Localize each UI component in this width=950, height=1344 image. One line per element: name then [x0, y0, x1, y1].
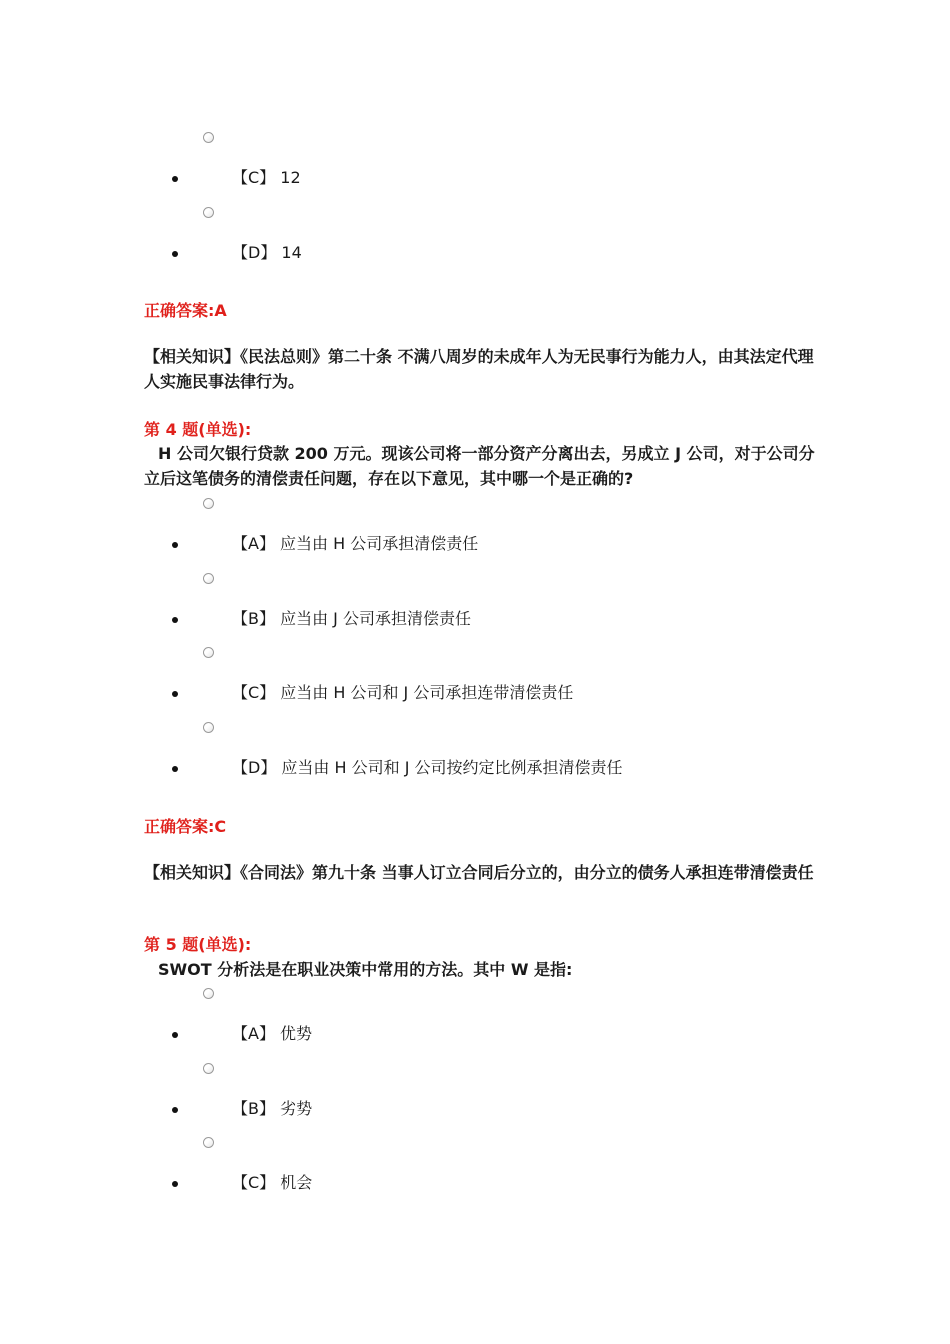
option-b-radio[interactable]	[203, 573, 214, 584]
related-knowledge: 【相关知识】《民法总则》第二十条 不满八周岁的未成年人为无民事行为能力人，由其法定代理人实施民事法律行为。	[144, 347, 814, 391]
bullet-icon	[172, 1107, 178, 1113]
option-a-radio[interactable]	[203, 498, 214, 509]
option-c-radio[interactable]	[203, 132, 214, 143]
bullet-icon	[172, 542, 178, 548]
option-c-radio[interactable]	[203, 1137, 214, 1148]
bullet-icon	[172, 691, 178, 697]
correct-answer: 正确答案:A	[144, 301, 227, 320]
option-c-label: 【C】 12	[232, 168, 301, 187]
question-4-heading: 第 4 题(单选):	[144, 420, 252, 439]
option-b-label: 【B】 应当由 J 公司承担清偿责任	[232, 609, 471, 628]
option-b-label: 【B】 劣势	[232, 1099, 313, 1118]
option-b-radio[interactable]	[203, 1063, 214, 1074]
correct-answer: 正确答案:C	[144, 817, 227, 836]
bullet-icon	[172, 617, 178, 623]
option-d-radio[interactable]	[203, 722, 214, 733]
option-d-label: 【D】 14	[232, 243, 302, 262]
option-a-label: 【A】 应当由 H 公司承担清偿责任	[232, 534, 479, 553]
bullet-icon	[172, 1181, 178, 1187]
bullet-icon	[172, 176, 178, 182]
option-d-radio[interactable]	[203, 207, 214, 218]
option-a-label: 【A】 优势	[232, 1024, 313, 1043]
option-a-radio[interactable]	[203, 988, 214, 999]
question-5-heading: 第 5 题(单选):	[144, 935, 252, 954]
option-d-label: 【D】 应当由 H 公司和 J 公司按约定比例承担清偿责任	[232, 758, 623, 777]
bullet-icon	[172, 766, 178, 772]
question-5-text: SWOT 分析法是在职业决策中常用的方法。其中 W 是指:	[158, 960, 573, 979]
question-4-text: H 公司欠银行贷款 200 万元。现该公司将一部分资产分离出去，另成立 J 公司，对于公司分立后这笔债务的清偿责任问题，存在以下意见，其中哪一个是正确的?	[144, 444, 815, 488]
option-c-radio[interactable]	[203, 647, 214, 658]
bullet-icon	[172, 1032, 178, 1038]
related-knowledge: 【相关知识】《合同法》第九十条 当事人订立合同后分立的，由分立的债务人承担连带清偿责任	[144, 863, 814, 882]
bullet-icon	[172, 251, 178, 257]
option-c-label: 【C】 机会	[232, 1173, 313, 1192]
option-c-label: 【C】 应当由 H 公司和 J 公司承担连带清偿责任	[232, 683, 574, 702]
